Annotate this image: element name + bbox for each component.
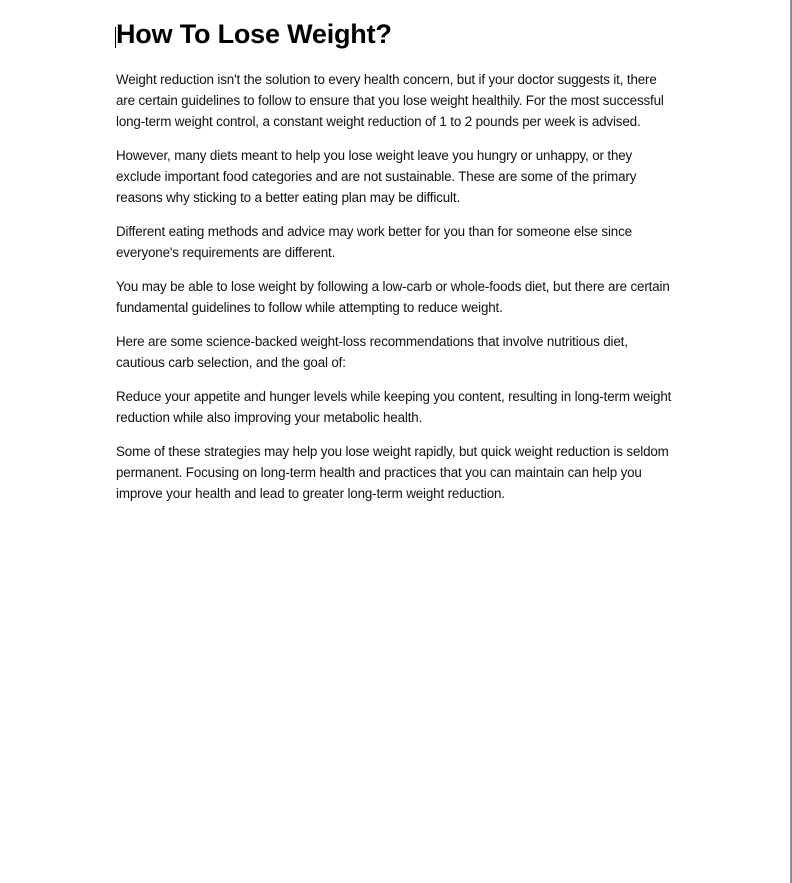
paragraph-4[interactable]: You may be able to lose weight by following a low-carb or whole-foods diet, but there are certain fundamental guidelines to follow while attempting to reduce weight.: [116, 279, 670, 315]
document-body[interactable]: [116, 14, 676, 517]
paragraph-1[interactable]: Weight reduction isn't the solution to every health concern, but if your doctor suggests it, there are certain guidelines to follow to ensure that you lose weight healthily. For the most successful long-term weight control, a constant weight reduction of 1 to 2 pounds per week is advised.: [116, 72, 664, 129]
paragraph-6[interactable]: Reduce your appetite and hunger levels while keeping you content, resulting in long-term weight reduction while also improving your metabolic health.: [116, 389, 672, 425]
paragraph-5[interactable]: Here are some science-backed weight-loss recommendations that involve nutritious diet, cautious carb selection, and the goal of:: [116, 334, 628, 370]
paragraph-7[interactable]: Some of these strategies may help you lose weight rapidly, but quick weight reduction is seldom permanent. Focusing on long-term health and practices that you can maintain can help you improve your health and lead to greater long-term weight reduction.: [116, 444, 669, 501]
paragraph-2[interactable]: However, many diets meant to help you lose weight leave you hungry or unhappy, or they exclude important food categories and are not sustainable. These are some of the primary reasons why sticking to a better eating plan may be difficult.: [116, 148, 637, 205]
document-title[interactable]: How To Lose Weight?: [116, 19, 392, 49]
text-cursor: [115, 27, 116, 48]
paragraph-3[interactable]: Different eating methods and advice may work better for you than for someone else since everyone's requirements are different.: [116, 224, 632, 260]
title-block: [116, 14, 676, 54]
